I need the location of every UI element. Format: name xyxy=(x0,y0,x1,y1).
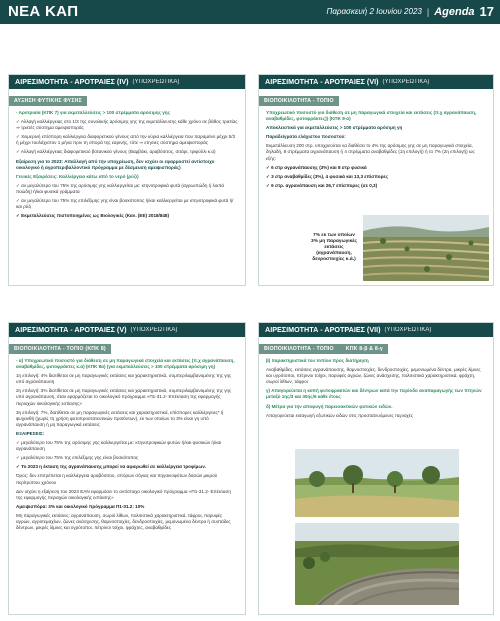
box-title-main: ΑΙΡΕΣΙΜΟΤΗΤΑ - ΑΡΟΤΡΑΙΕΣ (VII) xyxy=(265,325,381,334)
text-line: Γενικές Εξαιρέσεις: Καλλιέργεια κάτω από το νερό (ρύζι) xyxy=(16,173,139,179)
box-arotraies-vi xyxy=(258,74,494,286)
text-line: Απαγορεύεται εισαγωγή εξωτικών ειδών στις προστατευόμενες περιοχές xyxy=(266,412,413,418)
photo-caption: 7% εκ των οποίων 3% μη παραγωγικές εκτάσεις (αγρανάπαυση, δενροστοιχίες κ.ά.) xyxy=(311,233,357,262)
box-sublabel: ΒΙΟΠΟΙΚΙΛΟΤΗΤΑ - ΤΟΠΙΟ (ΚΠΚ 8) xyxy=(9,344,111,354)
text-line: ✓ αν μεγαλύτερο του 75% της επιλέξιμης γης είναι βοσκότοπος ή/και καλλιεργείται με κτηνοτροφικά φυτά ή/και ρύζι xyxy=(16,198,234,210)
text-line: ✓ αν μεγαλύτερο του 75% της αρόσιμης γης καλλιεργείται με: κτηνοτροφικά φυτά (αγρωστώδη ή λοιπά ποώδη) ή/και φυσικά γράμματα xyxy=(16,182,225,194)
text-line: 3η επιλογή: 7%, διατίθεται σε μη παραγωγικές εκτάσεις και χαρακτηριστικά, επίσπορες καλλιέργειες* ή ψυχανθή (χωρίς τη χρήση φυτοπροστατευτικών προϊόντων), εκ των οποίων το 3% είναι γη υπό αγρανάπαυση ή μη παραγωγικά εκτάσεις xyxy=(16,409,224,427)
text-line: ✓ Αλλαγή καλλιέργειας στο 1/3 της συνολικής αρόσιμης γης της εκμετάλλευσης κάθε χρόνο σε βάθος τριετίας ⇒ τριετές σύστημα αμειψισποράς xyxy=(16,119,238,131)
box-title-sub: (ΥΠΟΧΡΕΩΤΙΚΑ) xyxy=(382,79,430,85)
text-line: Όρος: δεν επιτρέπεται η καλλιέργεια αραβόσιτου, σπόρων σόγιας και πηγαινοφύτων δασών μικρού περίτροπου χρόνου xyxy=(16,473,218,485)
box-title-sub: (ΥΠΟΧΡΕΩΤΙΚΑ) xyxy=(384,327,432,333)
box-content xyxy=(9,355,245,531)
text-line: γ) Απαγορεύεται η κοπή φυτοφρακτών και δέντρων κατά την περίοδο αναπαραγωγής των πτηνών μεταξύ 1ης/3 και 30ης/6 κάθε έτους xyxy=(266,388,482,400)
text-line: ✓ μεγαλύτερο του 75% της αρόσιμης γης καλλιεργείται με: κτηνοτροφικών φυτών ή/και φυσικών ή/και αγρανάπαυση xyxy=(16,440,222,452)
stone-wall-image xyxy=(295,523,459,605)
box-arotraies-vii xyxy=(258,322,494,615)
stone-wall-photo xyxy=(295,523,459,605)
box-title xyxy=(9,75,245,89)
box-content xyxy=(259,107,493,189)
terrace-landscape-image xyxy=(363,215,489,281)
box-content xyxy=(9,107,245,219)
box-title xyxy=(259,75,493,89)
text-line: ✓ Εκμεταλλεύσεις πιστοποιημένες ως Βιολογικές (Καν. (ΕΕ) 2018/848) xyxy=(16,213,170,219)
text-line: ✓ μεγαλύτερο του 75% της επιλέξιμης γης είναι βοσκότοπος xyxy=(16,455,139,461)
text-line: ΕΞΑΙΡΕΣΕΙΣ: xyxy=(16,430,45,436)
issue-date: Παρασκευή 2 Ιουνίου 2023 xyxy=(326,7,422,16)
brand-title: ΝΕΑ ΚΑΠ xyxy=(8,3,79,20)
text-line: - Αροτριαία (ΚΠΚ 7) για εκμεταλλεύσεις > 100 στρέμματα αρόσιμης γης xyxy=(16,110,170,115)
page-number: 17 xyxy=(479,4,494,19)
box-arotraies-v xyxy=(8,322,246,615)
header-separator: | xyxy=(426,6,430,17)
text-line: δ) Μέτρα για την αποφυγή παρεισακτικών φυτικών ειδών. xyxy=(266,403,393,409)
lead-text-2: Αποκλειστικά για εκμεταλλεύσεις > 100 στρέμματα αρόσιμη γη xyxy=(266,125,403,131)
box-content xyxy=(259,355,493,419)
box-title-sub: (ΥΠΟΧΡΕΩΤΙΚΑ) xyxy=(132,79,180,85)
box-title-main: ΑΙΡΕΣΙΜΟΤΗΤΑ - ΑΡΟΤΡΑΙΕΣ (IV) xyxy=(15,77,129,86)
terrace-landscape-photo xyxy=(363,215,489,281)
text-line: Δεν ισχύει η εξαίρεση του 2023 ΕΑΝ εφαρμόσει το αντίστοιχο οικολογικό πρόγραμμα «Π1-31.2- Επέκταση της εφαρμογής περιοχών οικολογικής εστίασης» xyxy=(16,488,231,500)
olive-grove-image xyxy=(295,449,459,517)
page-header xyxy=(0,0,500,24)
text-line: ✓ Το 2023 η έκταση της αγρανάπαυσης μπορεί να αφιερωθεί σε καλλιέργεια τροφίμων. xyxy=(16,464,207,470)
lead-text-3: Παραδείγματα ελάχιστου ποσοστού: xyxy=(266,134,346,140)
text-line: Αναβαθμίδες, εκτάσεις αγρανάπαυσης, θαμνοστοιχίες, δενδροστοιχίες, μεμονωμένα δέντρα, μικρές λίμνες και υγρότοποι, πέτρινοι τοίχοι, παρυφές αγρών, ζώνες ανάσχεσης, πολιτιστικά χαρακτηριστικά, φράχτη, σωροί λίθων, τάφροι xyxy=(266,367,481,385)
box-sublabel xyxy=(259,344,388,354)
olive-grove-photo xyxy=(295,449,459,517)
list-item: ✓ 3 στρ αναβαθμίδες (3%), 4 φυσικά και 13,3 επίσπορες xyxy=(266,173,388,179)
text-line: 1η επιλογή: 4% διατίθεται σε μη παραγωγικές εκτάσεις και χαρακτηριστικά, συμπεριλαμβανομένης της γης υπό αγρανάπαυση xyxy=(16,373,232,385)
text-line: 2η επιλογή: 3% διατίθεται σε μη παραγωγικές εκτάσεις και χαρακτηριστικά, συμπεριλαμβανομένης της γης υπό αγρανάπαυση, όταν εφαρμόζεται το οικολογικό πρόγραμμα «Π1-31.2- Επέκταση της εφαρμογής περιοχών οικολογικής εστίασης» xyxy=(16,388,232,406)
text-line: Αμειψισπόρα: 3% και οικολογικό πρόγραμμα Π1-31.2: 10% xyxy=(16,503,145,509)
box-title-main: ΑΙΡΕΣΙΜΟΤΗΤΑ - ΑΡΟΤΡΑΙΕΣ (VI) xyxy=(265,77,379,86)
text-line: β) Χαρακτηριστικά του τοπίου προς διατήρηση xyxy=(266,358,369,363)
box-sublabel-main: ΒΙΟΠΟΙΚΙΛΟΤΗΤΑ - ΤΟΠΙΟ xyxy=(264,346,334,352)
box-sublabel: ΑΥΞΗΣΗ ΦΥΤΙΚΗΣ ΦΥΣΗΣ xyxy=(9,96,87,106)
lead-text: Υποχρεωτικό ποσοστό για διάθεση σε μη παραγωγικά στοιχεία και εκτάσεις (π.χ αγρανάπαυση, αναβαθμίδες, φυτοφράκτες)) (ΚΠΚ 8-α) xyxy=(266,110,477,122)
text-line: ✓ Χειμερινή επίσπορη καλλιέργεια διαφορετικού γένους από την κύρια καλλιέργεια που παραμένει μέχρι 5/3 ή μέχρι τουλάχιστον 1 μήνα πριν τη σπορά της εαρινής, τότε ⇒ ετησιες σύστημα αμειψισποράς xyxy=(16,134,236,146)
box-title-main: ΑΙΡΕΣΙΜΟΤΗΤΑ - ΑΡΟΤΡΑΙΕΣ (V) xyxy=(15,325,127,334)
box-arotraies-iv xyxy=(8,74,246,286)
box-title xyxy=(259,323,493,337)
box-title xyxy=(9,323,245,337)
text-line: ✓ Αλλαγή καλλιέργειας διαφορετικού βοτανικού γένους (Βαμβάκι, αραβόσιτος, σιτάρι, τριφύλλι κ.α) xyxy=(16,149,216,155)
text-line: Μη παραγωγικές εκτάσεις: αγρανάπαυση, σωροί λίθων, πολιτιστικά χαρακτηριστικά, τάφροι, παρυφές αγρών, αγροτεμαχίων, ζώνες ανάσχεσης, θαμνοστοιχίες, δενδροστοιχίες, μεμονωμένα δέντρα ή συστάδες δέντρων, μικρές λίμνες και υγρότοποι, πέτρινοι τοίχοι, φράχτες, αναβαθμίδες xyxy=(16,512,231,531)
box-sublabel: ΒΙΟΠΟΙΚΙΛΟΤΗΤΑ - ΤΟΠΙΟ xyxy=(259,96,339,106)
box-title-sub: (ΥΠΟΧΡΕΩΤΙΚΑ) xyxy=(130,327,178,333)
text-line: - α) Υποχρεωτικό ποσοστό για διάθεση σε μη παραγωγικά στοιχεία και εκτάσεις (π.χ αγρανάπαυση, αναβαθμίδες, φυτοφράκτες κ.α) (ΚΠΚ 8α) (για εκμεταλλεύσεις > 100 στρέμματα αρόσιμη γη) xyxy=(16,358,235,370)
body-text: Εκμετάλλευση 200 στρ. υποχρεούται να διαθέσει το 4% της αρόσιμης γης σε μη παραγωγικά στοιχεία, δηλαδή, 8 στρέμματα αγρανάπαυση ή 4 στρέμματα αναβαθμίδες (1η επιλογή) ή το 7% (2η επιλογή) ως εξής: xyxy=(266,143,475,161)
list-item: ✓ 6 στρ. αγρανάπαυση και 26,7 επίσπορες (σε 0,3) xyxy=(266,182,378,188)
list-item: ✓ 6 στρ αγρανάπαυσης (3%) και 8 στρ φυσικά xyxy=(266,164,367,170)
header-meta xyxy=(327,4,494,19)
section-name: Agenda xyxy=(434,5,475,18)
text-line: Εξαίρεση για το 2023: Απαλλαγή από την υποχρέωση, δεν ισχύει οι εφαρμοστεί αντίστοιχο οικολογικό ή αγροπεριβαλλοντικό πρόγραμμα με δέσμευση αμειψισποράς) xyxy=(16,158,215,170)
box-sublabel-secondary: ΚΠΚ 8-β & 8-γ xyxy=(345,346,383,352)
